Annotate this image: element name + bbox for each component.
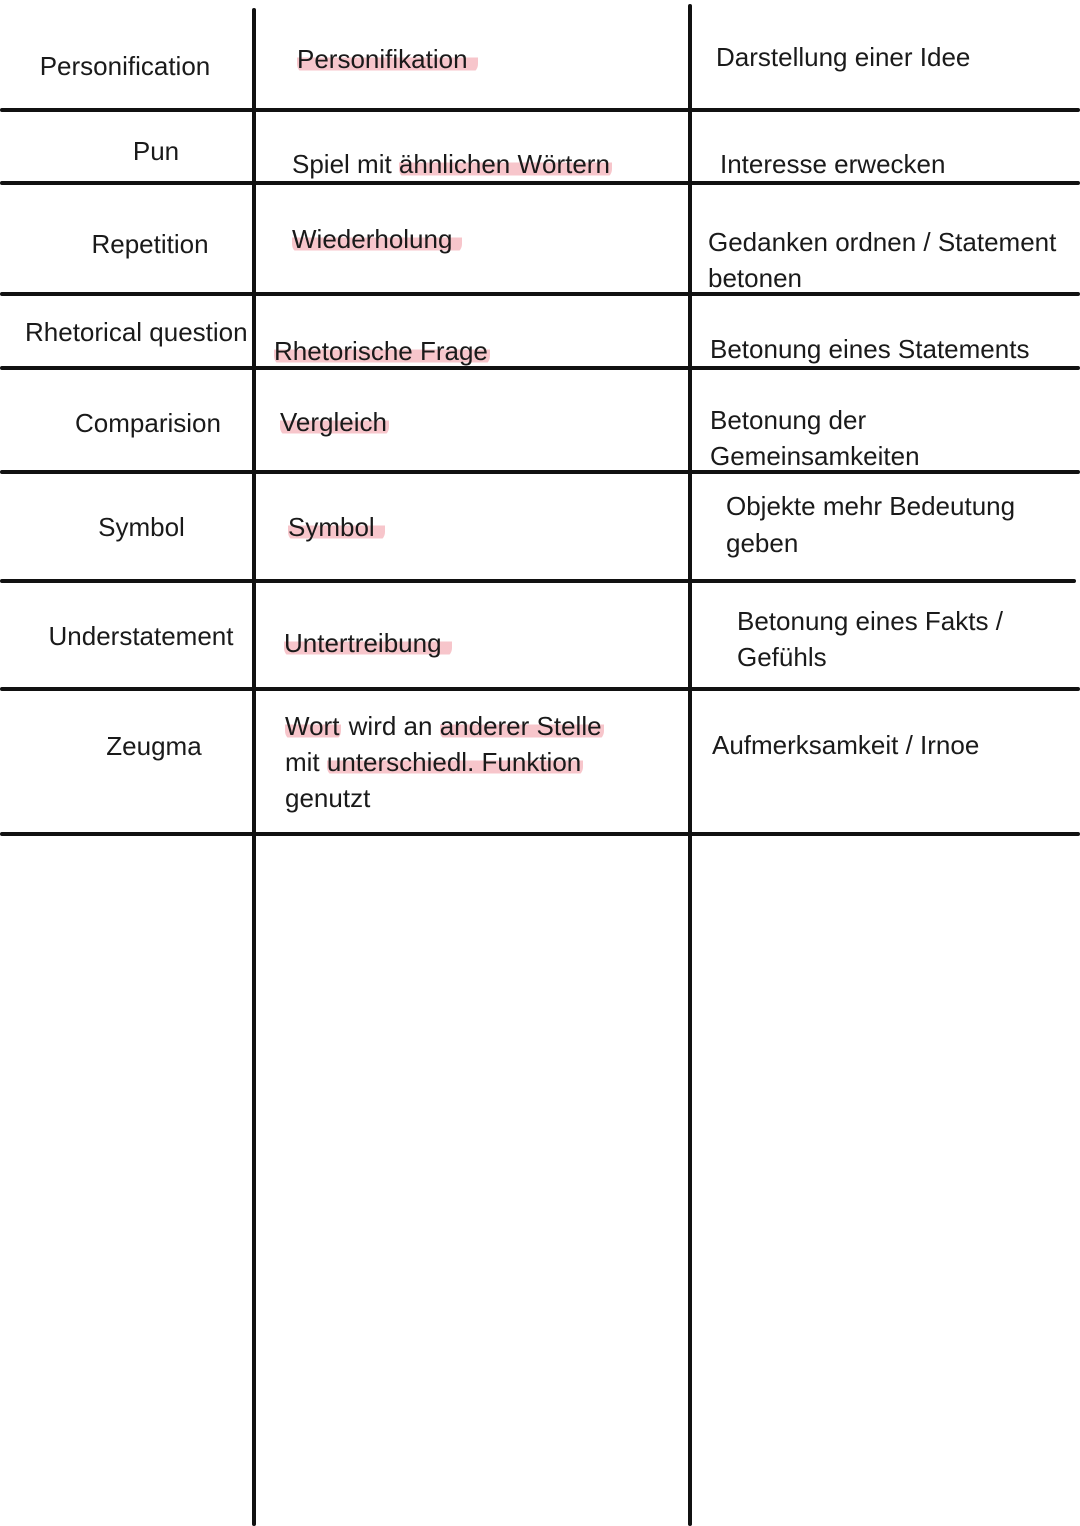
german-line [285,708,604,744]
function-line: Gemeinsamkeiten [710,441,920,471]
function-cell: Betonung eines Statements [710,334,1030,364]
german-cell [297,41,478,77]
highlighted-text: Wiederholung [292,224,462,254]
highlighted-text: unterschiedl. Funktion [326,747,582,777]
german-cell [288,509,385,545]
function-line: Gedanken ordnen / Statement [708,227,1057,257]
column-divider-2 [688,4,692,1526]
function-cell [737,603,1003,675]
function-line: betonen [708,263,802,293]
function-line: Betonung der [710,405,867,435]
function-cell [710,402,920,474]
german-cell [274,333,490,369]
plain-text: wird an [341,711,440,741]
term-cell: Repetition [91,229,209,259]
german-line: genutzt [285,783,371,813]
highlighted-text: Symbol [288,512,385,542]
term-cell: Rhetorical question [25,317,248,347]
function-line: geben [726,528,799,558]
term-cell: Pun [132,136,180,166]
plain-text: Spiel mit [292,149,399,179]
term-cell: Understatement [48,621,234,651]
function-cell [726,488,1015,561]
plain-text: mit [285,747,327,777]
highlighted-text: Untertreibung [284,628,452,658]
german-cell [292,221,462,257]
highlighted-text: Wort [285,711,340,741]
term-cell: Personification [39,51,211,81]
function-cell: Darstellung einer Idee [716,42,971,72]
term-cell: Zeugma [106,731,202,761]
highlighted-text: ähnlichen Wörtern [398,149,610,179]
function-cell: Aufmerksamkeit / Irnoe [712,730,980,760]
function-cell: Interesse erwecken [720,149,946,179]
row-divider [0,108,1080,112]
german-line [285,744,604,780]
german-cell [292,146,612,182]
function-line: Gefühls [737,642,827,672]
row-divider [0,687,1080,691]
german-cell [280,404,389,440]
function-cell [708,224,1056,296]
highlighted-text: anderer Stelle [439,711,602,741]
german-cell [284,625,452,661]
function-line: Betonung eines Fakts / [737,606,1003,636]
row-divider [0,579,1076,583]
term-cell: Symbol [98,512,185,542]
function-line: Objekte mehr Bedeutung [726,491,1016,521]
term-cell: Comparision [75,408,221,438]
highlighted-text: Personifikation [297,44,478,74]
row-divider [0,832,1080,836]
highlighted-text: Rhetorische Frage [274,336,488,366]
german-cell [285,708,604,816]
highlighted-text: Vergleich [280,407,387,437]
